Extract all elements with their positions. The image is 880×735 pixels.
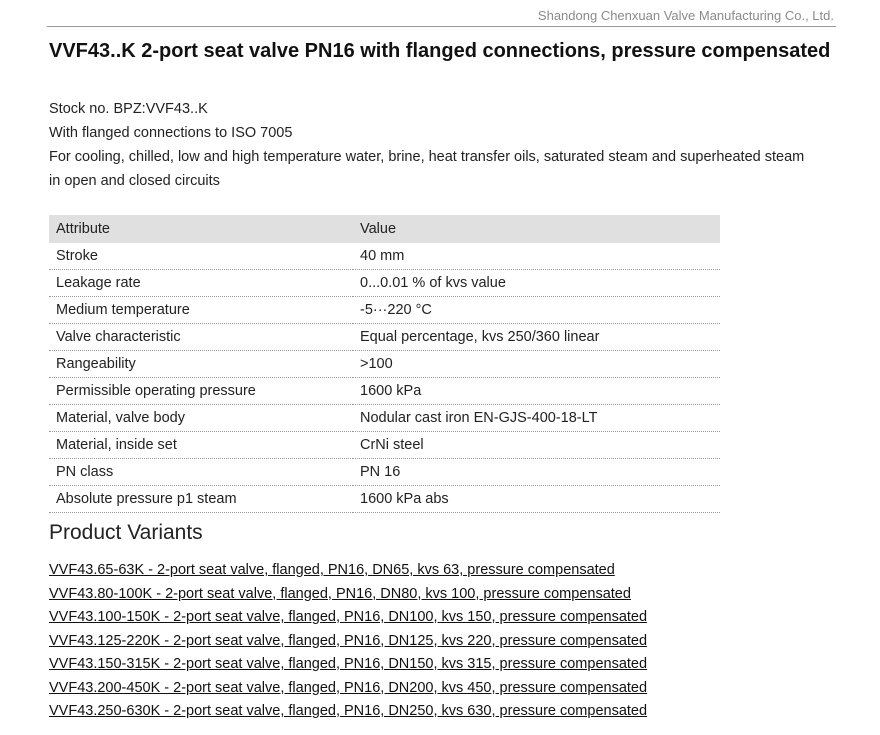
connections-text: With flanged connections to ISO 7005	[49, 125, 293, 141]
table-row	[49, 243, 720, 270]
variant-link[interactable]: VVF43.65-63K - 2-port seat valve, flanged, PN16, DN65, kvs 63, pressure compensated	[49, 562, 615, 578]
list-item	[49, 700, 647, 724]
usage-text-line-1: For cooling, chilled, low and high temperature water, brine, heat transfer oils, saturated steam and superheated steam	[49, 149, 805, 165]
variant-link[interactable]: VVF43.250-630K - 2-port seat valve, flanged, PN16, DN250, kvs 630, pressure compensated	[49, 703, 648, 719]
table-row	[49, 378, 720, 405]
attribute-value: 40 mm	[353, 243, 720, 270]
table-row	[49, 270, 720, 297]
variant-link[interactable]: VVF43.150-315K - 2-port seat valve, flanged, PN16, DN150, kvs 315, pressure compensated	[49, 656, 648, 672]
variant-link[interactable]: VVF43.200-450K - 2-port seat valve, flanged, PN16, DN200, kvs 450, pressure compensated	[49, 679, 648, 696]
variant-link[interactable]: VVF43.100-150K - 2-port seat valve, flanged, PN16, DN100, kvs 150, pressure compensated	[49, 609, 648, 625]
attribute-value: CrNi steel	[353, 432, 720, 459]
table-row	[49, 486, 720, 513]
product-intro	[49, 97, 849, 193]
table-row	[49, 432, 720, 459]
attributes-table	[49, 215, 720, 513]
table-header-row	[49, 215, 720, 243]
attribute-name: Material, valve body	[49, 405, 353, 432]
list-item	[49, 630, 647, 654]
attribute-name: Stroke	[49, 243, 353, 270]
attribute-value: >100	[353, 351, 720, 378]
list-item	[49, 559, 647, 583]
header-divider	[47, 26, 836, 27]
list-item	[49, 583, 647, 607]
table-row	[49, 405, 720, 432]
attribute-name: Leakage rate	[49, 270, 353, 297]
variant-link[interactable]: VVF43.125-220K - 2-port seat valve, flanged, PN16, DN125, kvs 220, pressure compensated	[49, 632, 648, 649]
table-row	[49, 351, 720, 378]
product-variants-heading: Product Variants	[49, 521, 203, 544]
variant-link[interactable]: VVF43.80-100K - 2-port seat valve, flanged, PN16, DN80, kvs 100, pressure compensated	[49, 585, 631, 602]
attribute-value: PN 16	[353, 459, 720, 486]
attribute-name: Material, inside set	[49, 432, 353, 459]
attribute-name: Valve characteristic	[49, 324, 353, 351]
attribute-value: 1600 kPa abs	[353, 486, 720, 513]
column-header-attribute: Attribute	[49, 215, 353, 243]
attribute-value: 0...0.01 % of kvs value	[353, 270, 720, 297]
column-header-value: Value	[353, 215, 720, 243]
attribute-value: Nodular cast iron EN-GJS-400-18-LT	[353, 405, 720, 432]
attribute-name: Absolute pressure p1 steam	[49, 486, 353, 513]
attribute-name: Medium temperature	[49, 297, 353, 324]
page-title: VVF43..K 2-port seat valve PN16 with flanged connections, pressure compensated	[49, 40, 831, 62]
attribute-value: 1600 kPa	[353, 378, 720, 405]
usage-text-line-2: in open and closed circuits	[49, 173, 220, 189]
attribute-name: Permissible operating pressure	[49, 378, 353, 405]
attribute-value: -5···220 °C	[353, 297, 720, 324]
attribute-name: Rangeability	[49, 351, 353, 378]
list-item	[49, 606, 647, 630]
table-row	[49, 297, 720, 324]
list-item	[49, 653, 647, 677]
list-item	[49, 677, 647, 701]
attribute-name: PN class	[49, 459, 353, 486]
stock-number: Stock no. BPZ:VVF43..K	[49, 101, 208, 117]
attribute-value: Equal percentage, kvs 250/360 linear	[353, 324, 720, 351]
product-variants-list	[49, 559, 647, 724]
table-row	[49, 459, 720, 486]
table-row	[49, 324, 720, 351]
company-name: Shandong Chenxuan Valve Manufacturing Co., Ltd.	[537, 8, 834, 23]
